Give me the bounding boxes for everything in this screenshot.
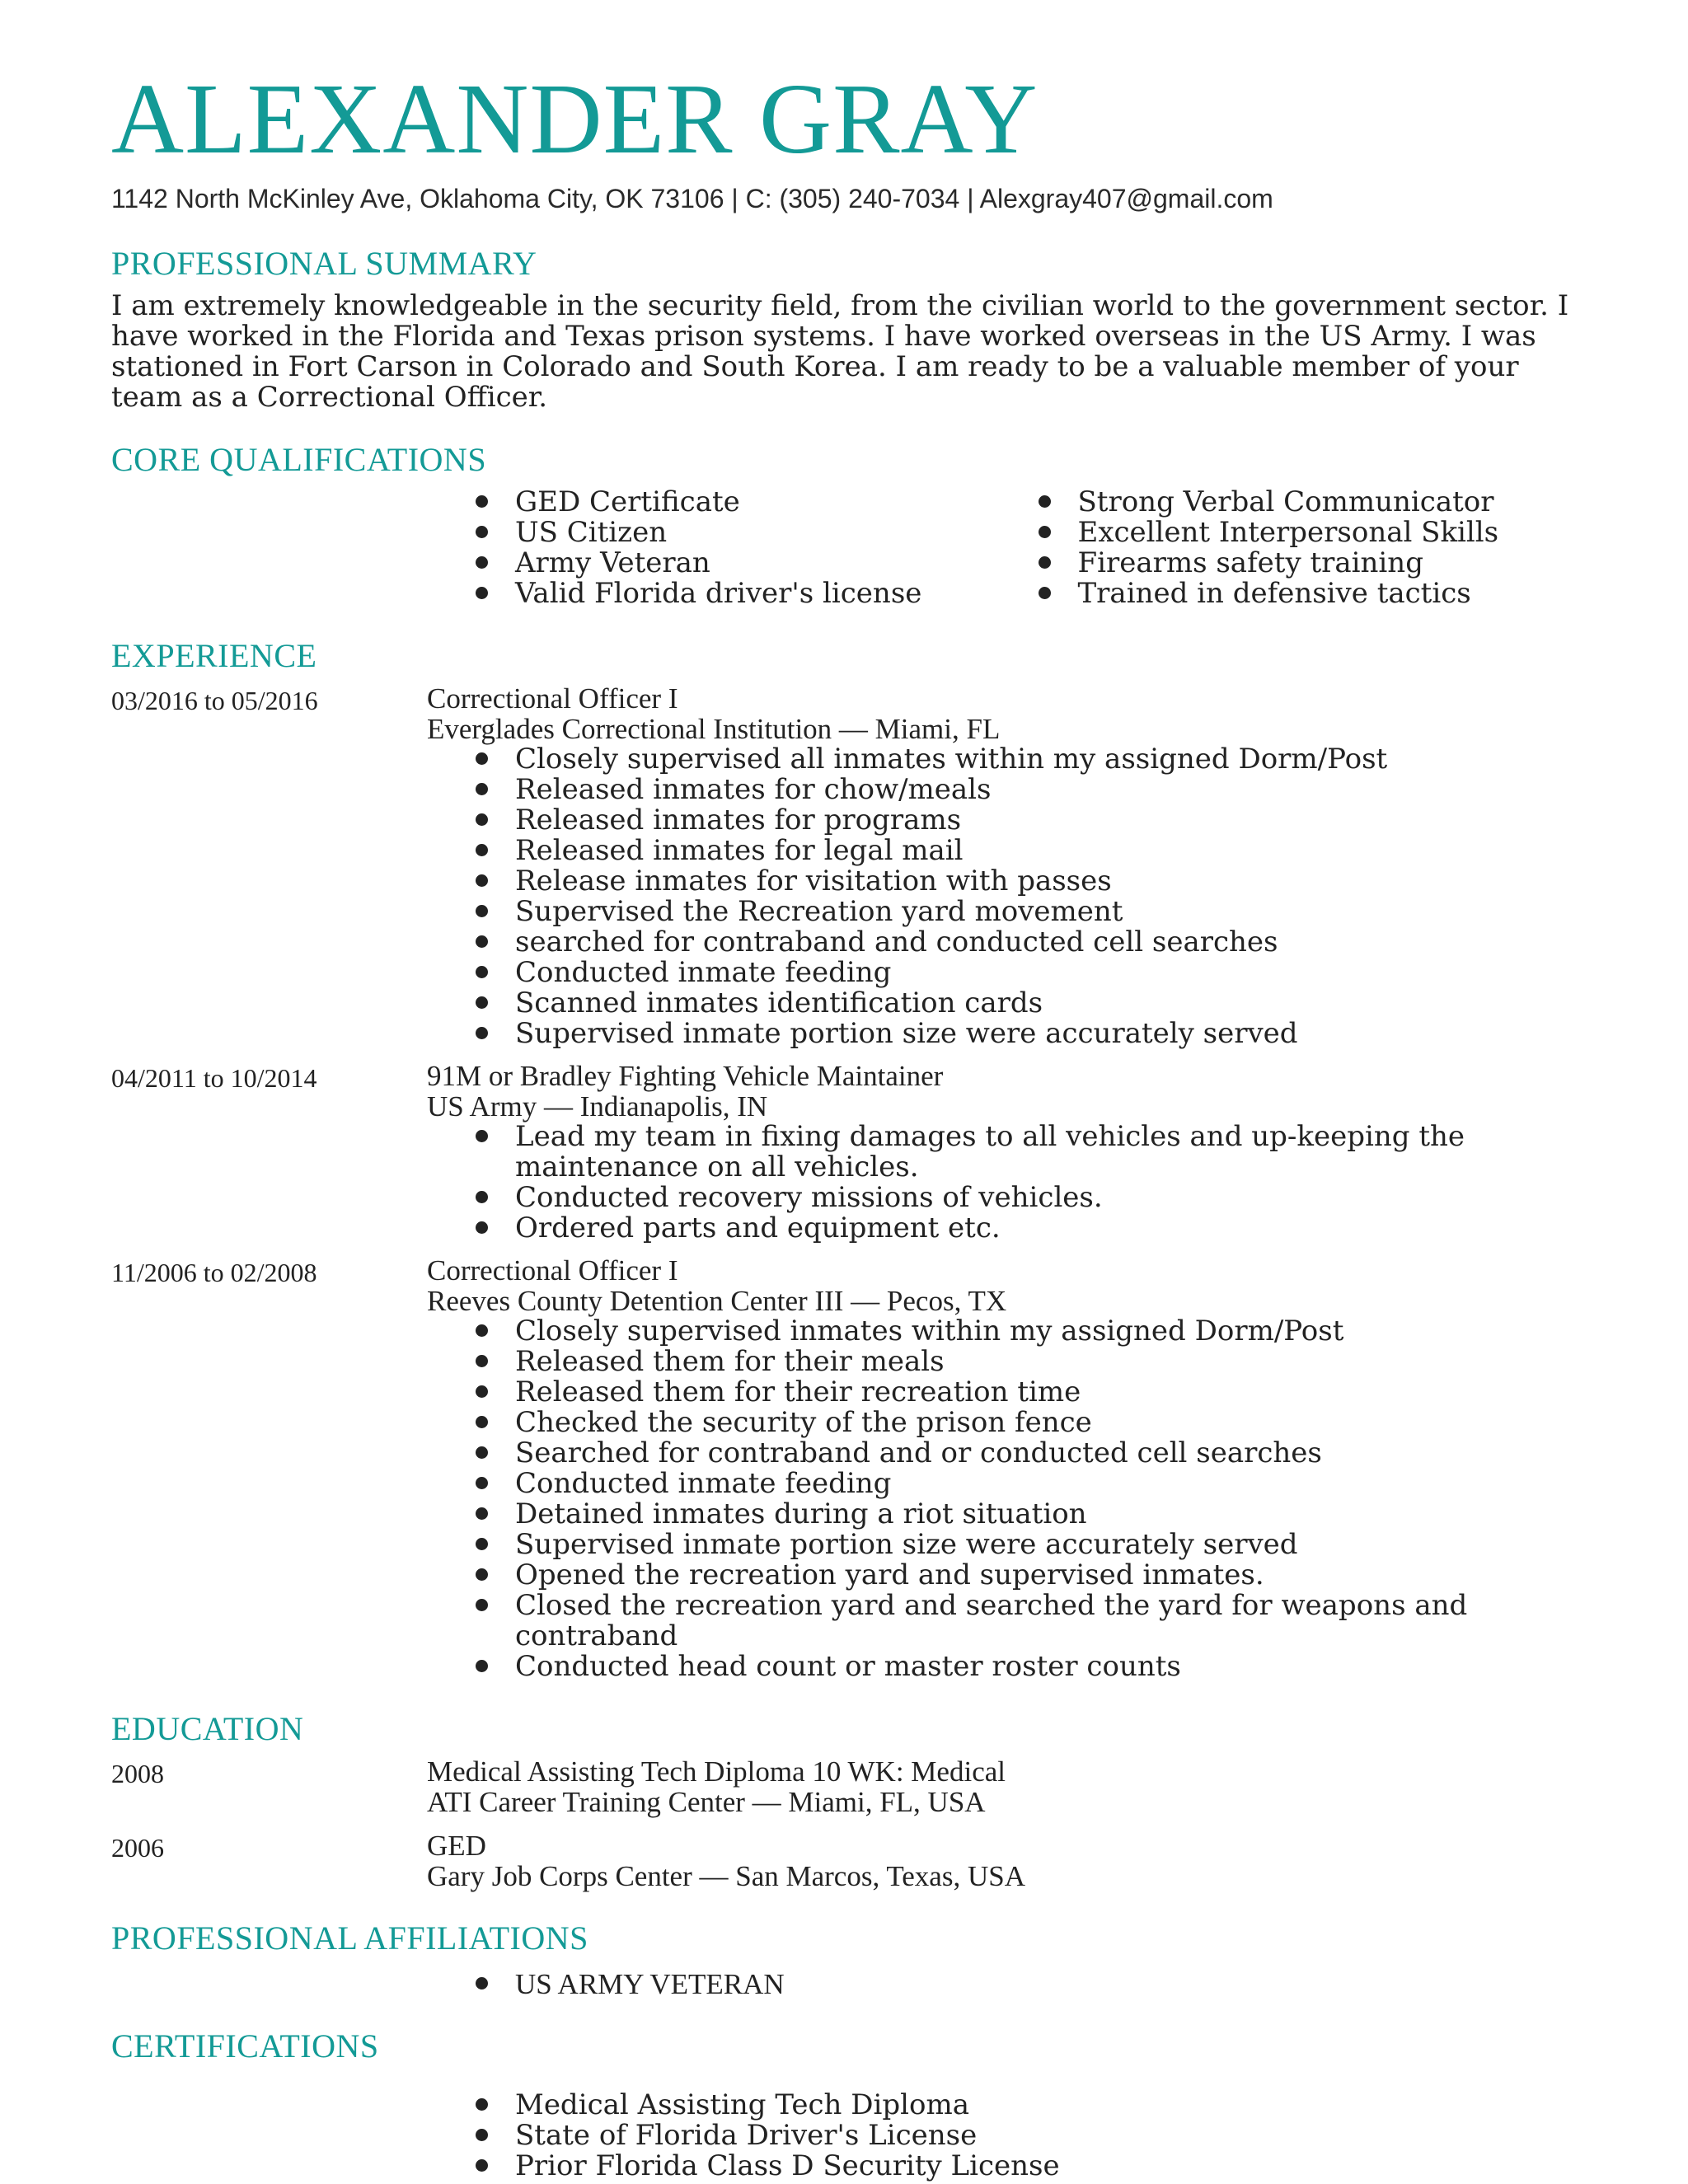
certification-item — [470, 2151, 1595, 2182]
duty-item — [470, 1213, 1595, 1244]
qualifications-left-list — [470, 487, 1033, 609]
duty-item — [470, 1316, 1595, 1347]
duty-item-text: Closely supervised all inmates within my assigned Dorm/Post — [515, 743, 1388, 776]
summary-section — [111, 245, 1595, 413]
bullet-icon — [476, 1416, 488, 1428]
duties-list — [470, 744, 1595, 1049]
qualification-item-text: Trained in defensive tactics — [1077, 577, 1471, 610]
duty-item — [470, 1499, 1595, 1530]
bullet-icon — [476, 1385, 488, 1398]
experience-heading: EXPERIENCE — [111, 637, 317, 674]
bullet-icon — [476, 752, 488, 765]
qualification-item — [470, 579, 1033, 609]
qualification-item — [1033, 579, 1596, 609]
bullet-icon — [476, 874, 488, 887]
duty-item — [470, 1019, 1595, 1049]
certification-item-text: State of Florida Driver's License — [515, 2119, 978, 2152]
duty-item-text: Checked the security of the prison fence — [515, 1406, 1092, 1439]
job-title: 91M or Bradley Fighting Vehicle Maintainer — [427, 1060, 944, 1092]
bullet-icon — [476, 1130, 488, 1142]
bullet-icon — [476, 813, 488, 826]
bullet-icon — [476, 1477, 488, 1489]
qualification-item-text: GED Certificate — [515, 485, 740, 518]
resume-page — [111, 63, 1595, 2182]
duty-item-text: Conducted inmate feeding — [515, 1467, 892, 1500]
job-title: Correctional Officer I — [427, 1254, 678, 1286]
education-body — [427, 1830, 1595, 1891]
bullet-icon — [1039, 495, 1051, 508]
bullet-icon — [476, 783, 488, 795]
duty-item-text: Conducted recovery missions of vehicles. — [515, 1181, 1103, 1214]
duty-item-text: Released inmates for chow/meals — [515, 773, 992, 806]
qualification-item — [470, 518, 1033, 548]
certification-item — [470, 2121, 1595, 2151]
duty-item — [470, 1591, 1595, 1652]
duty-item — [470, 1122, 1595, 1183]
bullet-icon — [476, 526, 488, 538]
affiliation-item — [470, 1969, 1595, 1999]
qualifications-right-list — [1033, 487, 1596, 609]
bullet-icon — [476, 1599, 488, 1611]
bullet-icon — [476, 966, 488, 978]
duty-item-text: Scanned inmates identification cards — [515, 987, 1043, 1019]
bullet-icon — [476, 1027, 488, 1039]
education-entry — [111, 1756, 1595, 1817]
bullet-icon — [476, 1324, 488, 1337]
affiliations-container — [111, 1969, 1595, 1999]
duty-item — [470, 1530, 1595, 1560]
qualification-item-text: Excellent Interpersonal Skills — [1077, 516, 1499, 549]
qualification-item-text: Firearms safety training — [1077, 546, 1423, 579]
qualification-item-text: Army Veteran — [515, 546, 710, 579]
bullet-icon — [476, 844, 488, 856]
school: Gary Job Corps Center — San Marcos, Texas, USA — [427, 1860, 1025, 1892]
duty-item — [470, 1347, 1595, 1377]
bullet-icon — [1039, 526, 1051, 538]
affiliations-section — [111, 1919, 1595, 1999]
bullet-icon — [476, 2159, 488, 2172]
duty-item-text: Released inmates for programs — [515, 804, 962, 837]
duty-item — [470, 927, 1595, 958]
entry-body — [427, 1061, 1595, 1244]
bullet-icon — [476, 556, 488, 569]
duty-item-text: Supervised inmate portion size were accurately served — [515, 1017, 1298, 1050]
duty-item — [470, 775, 1595, 805]
bullet-icon — [476, 1507, 488, 1520]
bullet-icon — [476, 935, 488, 948]
bullet-icon — [476, 2129, 488, 2141]
affiliations-heading: PROFESSIONAL AFFILIATIONS — [111, 1919, 588, 1957]
duty-item-text: Opened the recreation yard and supervised inmates. — [515, 1558, 1264, 1591]
duty-item — [470, 1408, 1595, 1438]
duty-item-text: Ordered parts and equipment etc. — [515, 1212, 1001, 1244]
bullet-icon — [1039, 587, 1051, 599]
certifications-list — [470, 2090, 1595, 2182]
duty-item-text: Supervised inmate portion size were accurately served — [515, 1528, 1298, 1561]
duty-item — [470, 866, 1595, 897]
entry-dates: 03/2016 to 05/2016 — [111, 686, 318, 715]
summary-text: I am extremely knowledgeable in the security field, from the civilian world to the government sector. I have worked in the Florida and Texas prison systems. I have worked overseas in the US Army. I was stationed in Fort Carson in Colorado and South Korea. I am ready to be a valuable member of your team as a Correctional Officer. — [111, 289, 1569, 414]
duty-item — [470, 1560, 1595, 1591]
duty-item-text: Released them for their recreation time — [515, 1376, 1081, 1408]
duty-item-text: Conducted inmate feeding — [515, 956, 892, 989]
affiliations-list — [470, 1969, 1595, 1999]
bullet-icon — [476, 587, 488, 599]
duties-list — [470, 1316, 1595, 1682]
duty-item — [470, 988, 1595, 1019]
duty-item-text: Closed the recreation yard and searched the yard for weapons and contraband — [515, 1589, 1468, 1652]
summary-heading: PROFESSIONAL SUMMARY — [111, 245, 537, 282]
qualification-item-text: Strong Verbal Communicator — [1077, 485, 1494, 518]
duty-item-text: Release inmates for visitation with passes — [515, 865, 1112, 898]
qualification-item-text: Valid Florida driver's license — [515, 577, 922, 610]
bullet-icon — [476, 1977, 488, 1990]
contact-info: 1142 North McKinley Ave, Oklahoma City, OK 73106 | C: (305) 240-7034 | Alexgray407@gmail.com — [111, 184, 1273, 213]
entry-body — [427, 683, 1595, 1049]
bullet-icon — [476, 1221, 488, 1234]
school: ATI Career Training Center — Miami, FL, USA — [427, 1786, 986, 1818]
bullet-icon — [476, 1538, 488, 1550]
certifications-section — [111, 2027, 1595, 2182]
applicant-name: ALEXANDER GRAY — [111, 63, 1039, 175]
degree: Medical Assisting Tech Diploma 10 WK: Medical — [427, 1755, 1006, 1788]
bullet-icon — [476, 1355, 488, 1367]
bullet-icon — [476, 905, 488, 917]
duty-item — [470, 1377, 1595, 1408]
certifications-container — [111, 2090, 1595, 2182]
duty-item-text: Conducted head count or master roster counts — [515, 1650, 1181, 1683]
employer: Reeves County Detention Center III — Pecos, TX — [427, 1285, 1007, 1317]
experience-entry — [111, 1255, 1595, 1682]
certification-item-text: Prior Florida Class D Security License — [515, 2149, 1060, 2182]
duty-item-text: Released inmates for legal mail — [515, 834, 964, 867]
duty-item — [470, 744, 1595, 775]
duty-item-text: searched for contraband and conducted cell searches — [515, 926, 1278, 958]
certification-item — [470, 2090, 1595, 2121]
employer: Everglades Correctional Institution — Miami, FL — [427, 713, 1001, 745]
education-heading: EDUCATION — [111, 1710, 304, 1747]
duties-list — [470, 1122, 1595, 1244]
qualification-item — [1033, 548, 1596, 579]
qualification-item — [1033, 487, 1596, 518]
certification-item-text: Medical Assisting Tech Diploma — [515, 2088, 970, 2121]
entry-body — [427, 1255, 1595, 1682]
education-body — [427, 1756, 1595, 1817]
duty-item-text: Searched for contraband and or conducted cell searches — [515, 1436, 1322, 1469]
duty-item — [470, 1469, 1595, 1499]
duty-item — [470, 836, 1595, 866]
education-entry — [111, 1830, 1595, 1891]
duty-item — [470, 1438, 1595, 1469]
qualifications-heading: CORE QUALIFICATIONS — [111, 441, 487, 478]
duty-item-text: Released them for their meals — [515, 1345, 945, 1378]
qualifications-left-column — [470, 487, 1033, 609]
education-section — [111, 1710, 1595, 1891]
duty-item-text: Detained inmates during a riot situation — [515, 1497, 1087, 1530]
bullet-icon — [476, 1660, 488, 1672]
bullet-icon — [476, 996, 488, 1009]
entry-dates: 04/2011 to 10/2014 — [111, 1063, 317, 1093]
duty-item — [470, 805, 1595, 836]
duty-item-text: Lead my team in fixing damages to all vehicles and up-keeping the maintenance on all vehicles. — [515, 1120, 1465, 1183]
degree: GED — [427, 1830, 486, 1862]
duty-item — [470, 958, 1595, 988]
affiliation-item-text: US ARMY VETERAN — [515, 1968, 785, 2000]
bullet-icon — [476, 2098, 488, 2111]
bullet-icon — [476, 1191, 488, 1203]
education-year: 2006 — [111, 1833, 164, 1863]
bullet-icon — [476, 1568, 488, 1581]
qualifications-right-column — [1033, 487, 1596, 609]
entry-dates: 11/2006 to 02/2008 — [111, 1258, 317, 1287]
bullet-icon — [1039, 556, 1051, 569]
experience-entry — [111, 683, 1595, 1049]
bullet-icon — [476, 495, 488, 508]
duty-item — [470, 1652, 1595, 1682]
duty-item — [470, 897, 1595, 927]
qualification-item — [470, 487, 1033, 518]
job-title: Correctional Officer I — [427, 682, 678, 715]
education-year: 2008 — [111, 1759, 164, 1788]
duty-item-text: Supervised the Recreation yard movement — [515, 895, 1123, 928]
experience-entry — [111, 1061, 1595, 1244]
duty-item — [470, 1183, 1595, 1213]
employer: US Army — Indianapolis, IN — [427, 1090, 768, 1122]
duty-item-text: Closely supervised inmates within my assigned Dorm/Post — [515, 1315, 1344, 1347]
qualification-item — [1033, 518, 1596, 548]
qualifications-section — [111, 441, 1595, 609]
certifications-heading: CERTIFICATIONS — [111, 2027, 379, 2064]
experience-section — [111, 637, 1595, 1682]
qualifications-grid — [111, 487, 1595, 609]
qualification-item — [470, 548, 1033, 579]
qualification-item-text: US Citizen — [515, 516, 668, 549]
bullet-icon — [476, 1446, 488, 1459]
